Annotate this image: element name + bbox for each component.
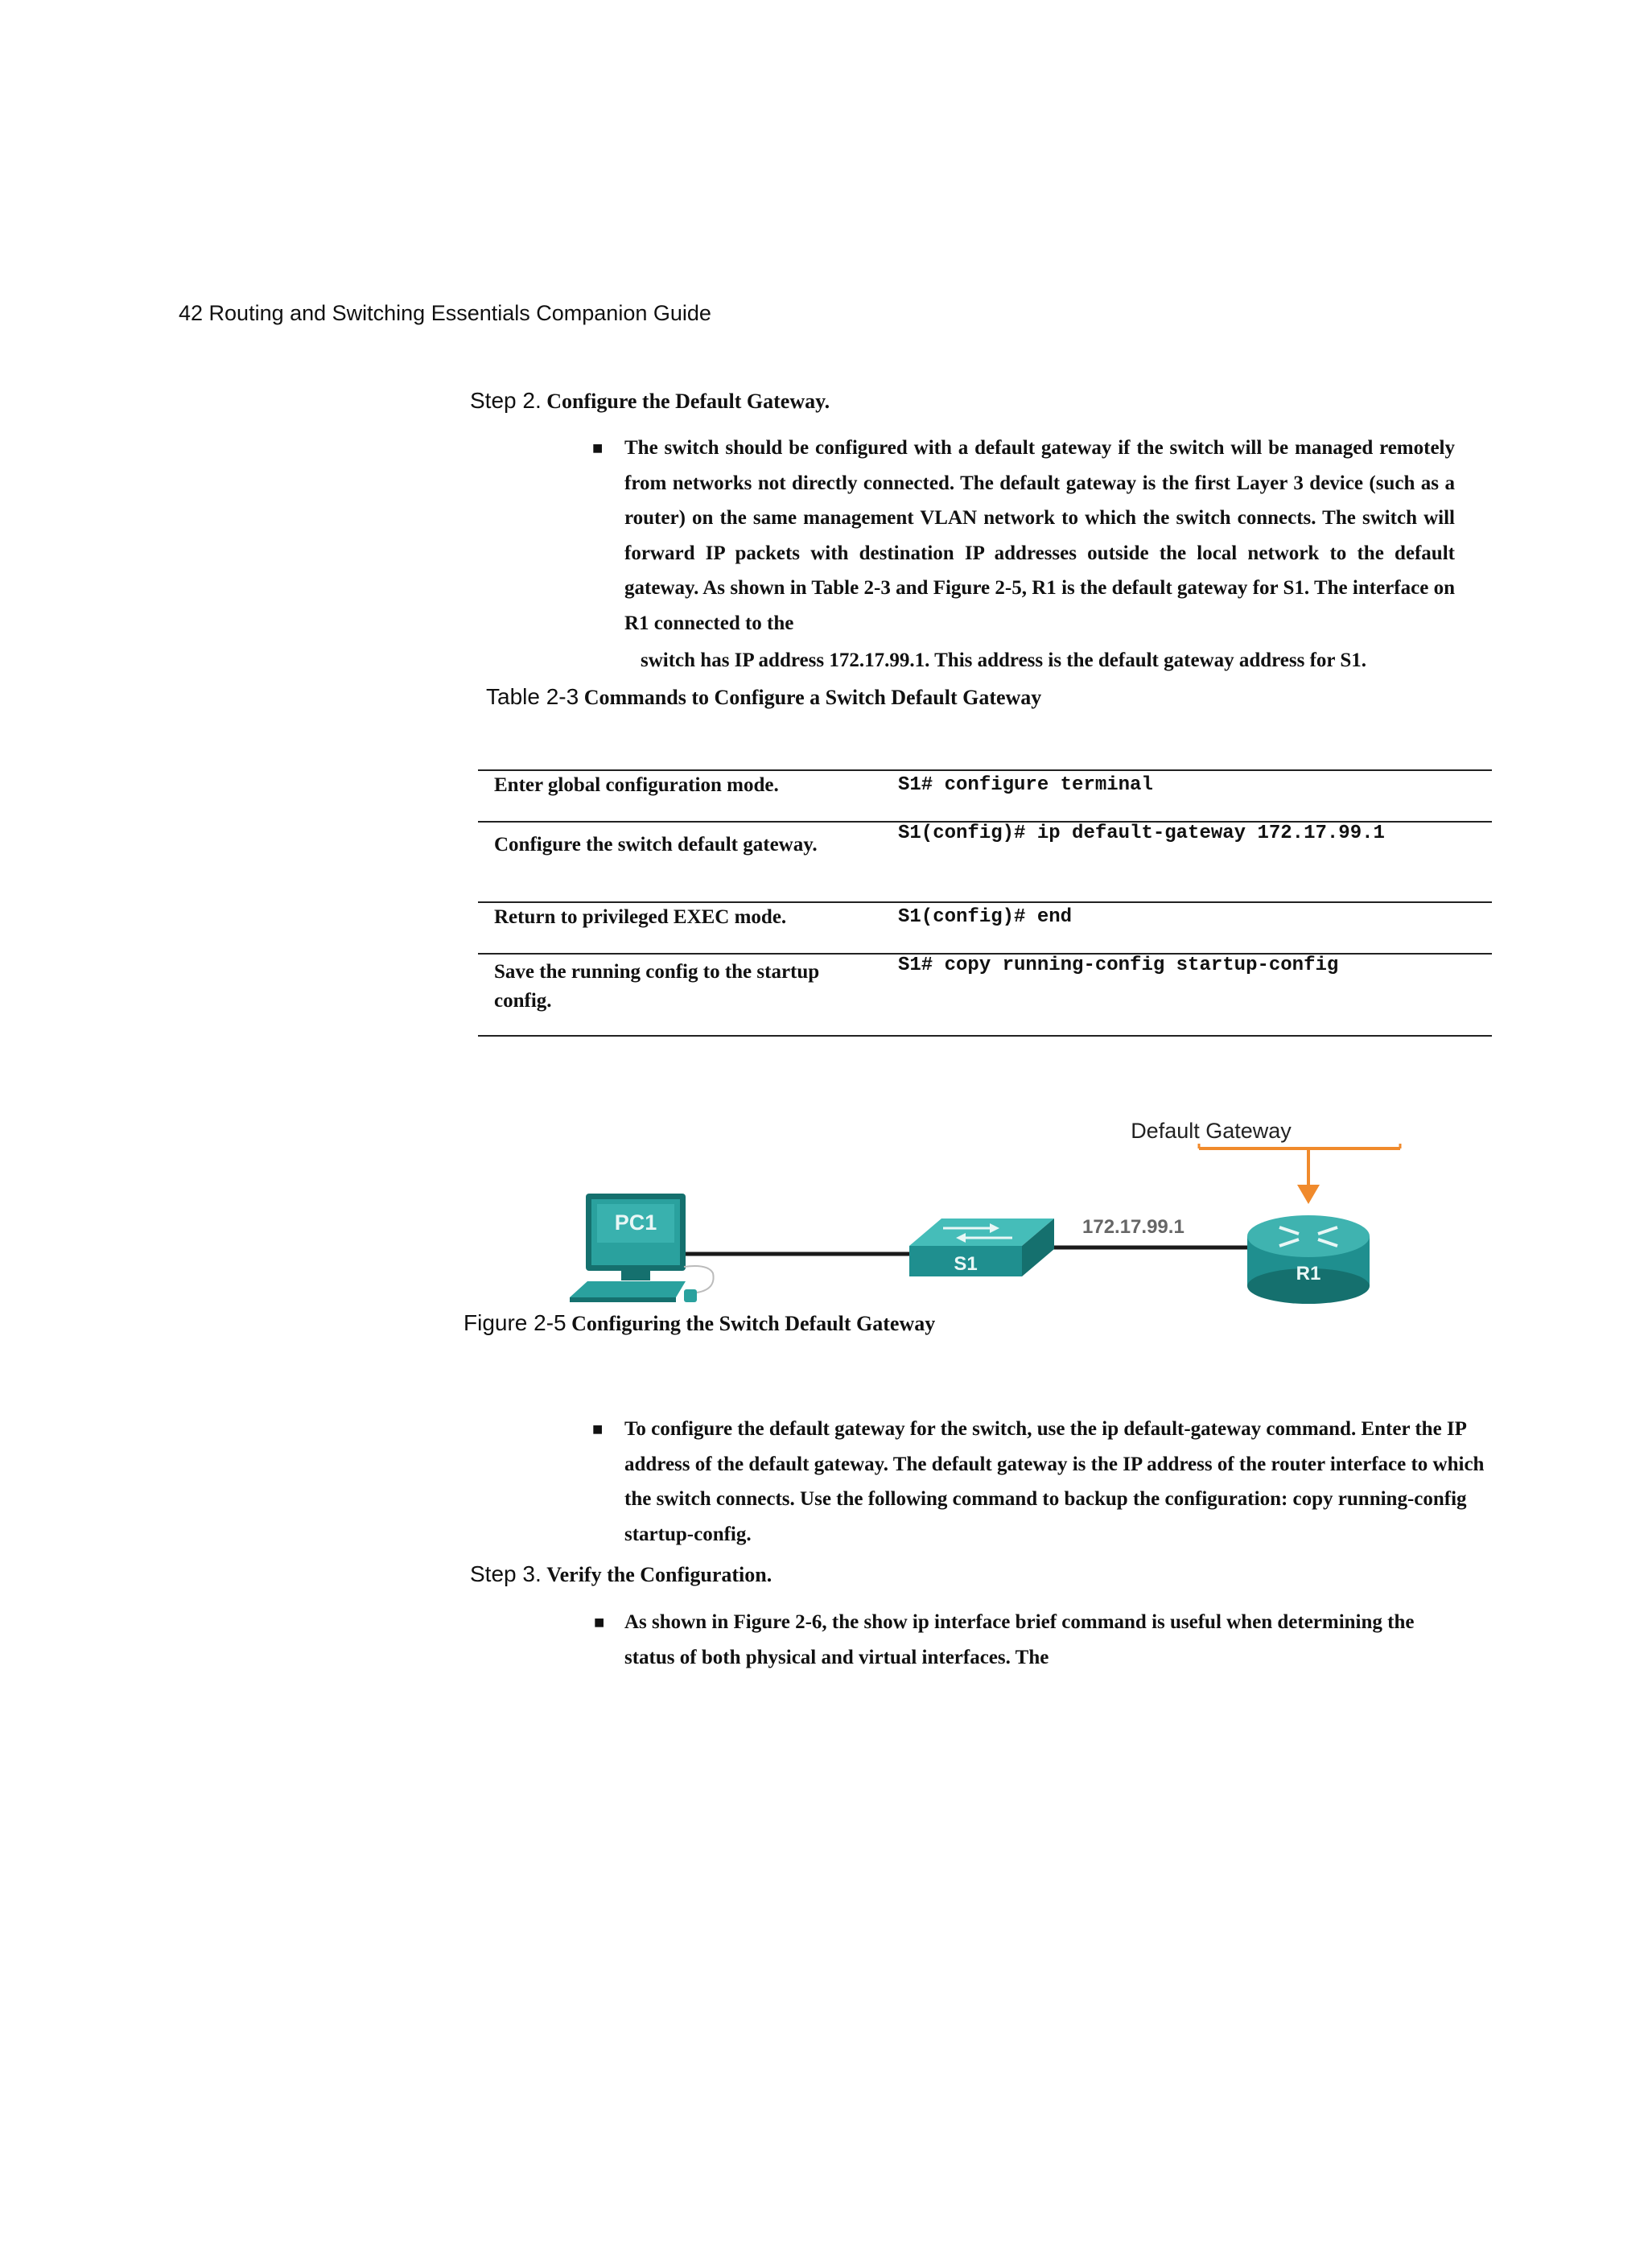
router-r1-icon [1247, 1215, 1370, 1304]
bullet-3-text: As shown in Figure 2-6, the show ip interface brief command is useful when determining the status of both physical and virtual interfaces. The [624, 1611, 1415, 1668]
step-3-number: Step 3. [470, 1561, 542, 1586]
table-bottom-rule [478, 1035, 1492, 1037]
default-gateway-label: Default Gateway [1131, 1119, 1292, 1143]
s1-label: S1 [954, 1253, 978, 1275]
table-cell-description: Configure the switch default gateway. [494, 834, 818, 856]
pc1-label: PC1 [614, 1210, 657, 1235]
bullet-default-gateway-explanation [592, 431, 1455, 641]
network-diagram [555, 1111, 1424, 1320]
table-row [478, 901, 1492, 953]
table-cell-description: Return to privileged EXEC mode. [494, 906, 787, 928]
gateway-ip-label: 172.17.99.1 [1082, 1216, 1184, 1238]
bullet-1-continuation: switch has IP address 172.17.99.1. This address is the default gateway address for S1. [641, 649, 1366, 671]
table-cell-description: Enter global configuration mode. [494, 774, 779, 796]
switch-s1-icon [909, 1219, 1054, 1276]
gateway-arrow-head-icon [1297, 1185, 1320, 1204]
step-2-title: Configure the Default Gateway. [546, 390, 830, 413]
bullet-2-text: To configure the default gateway for the switch, use the ip default-gateway command. Enter the IP address of the default gateway. The default gateway is the IP address of the router interface to which the switch connects. Use the following command to backup the configuration: copy running-config startup-config. [624, 1418, 1485, 1545]
figure-caption [464, 1310, 935, 1336]
bullet-1-text: The switch should be configured with a default gateway if the switch will be managed remotely from networks not directly connected. The default gateway is the first Layer 3 device (such as a router) on the same management VLAN network to which the switch connects. The switch will forward IP packets with destination IP addresses outside the local network to the default gateway. As shown in Table 2-3 and Figure 2-5, R1 is the default gateway for S1. The interface on R1 connected to the [624, 437, 1455, 634]
step-3-title: Verify the Configuration. [546, 1563, 772, 1586]
bullet-default-gateway-command [592, 1412, 1494, 1552]
table-row [478, 821, 1492, 901]
figure-label: Figure 2-5 [464, 1310, 566, 1335]
network-diagram-svg [555, 1111, 1424, 1320]
bullet-square-icon: ■ [592, 438, 604, 458]
bullet-square-icon: ■ [594, 1612, 605, 1632]
running-header: 42 Routing and Switching Essentials Companion Guide [179, 301, 711, 325]
bullet-square-icon: ■ [592, 1419, 604, 1439]
r1-label: R1 [1296, 1263, 1321, 1285]
step-2-number: Step 2. [470, 388, 542, 413]
table-cell-command: S1(config)# ip default-gateway 172.17.99.1 [898, 823, 1385, 844]
step-2-heading [470, 388, 830, 414]
pc1-icon [570, 1194, 714, 1302]
table-row [478, 953, 1492, 1035]
table-caption [486, 684, 1041, 710]
table-cell-command: S1# copy running-config startup-config [898, 955, 1339, 976]
table-cell-command: S1(config)# end [898, 906, 1073, 928]
table-cell-description: Save the running config to the startup config. [494, 961, 820, 1012]
bullet-show-ip-interface [594, 1605, 1461, 1675]
commands-table [478, 769, 1492, 1037]
table-label: Table 2-3 [486, 684, 579, 709]
step-3-heading [470, 1561, 772, 1587]
figure-title: Configuring the Switch Default Gateway [571, 1312, 936, 1335]
table-cell-command: S1# configure terminal [898, 774, 1153, 796]
table-row [478, 769, 1492, 821]
table-title: Commands to Configure a Switch Default Gateway [583, 686, 1042, 709]
